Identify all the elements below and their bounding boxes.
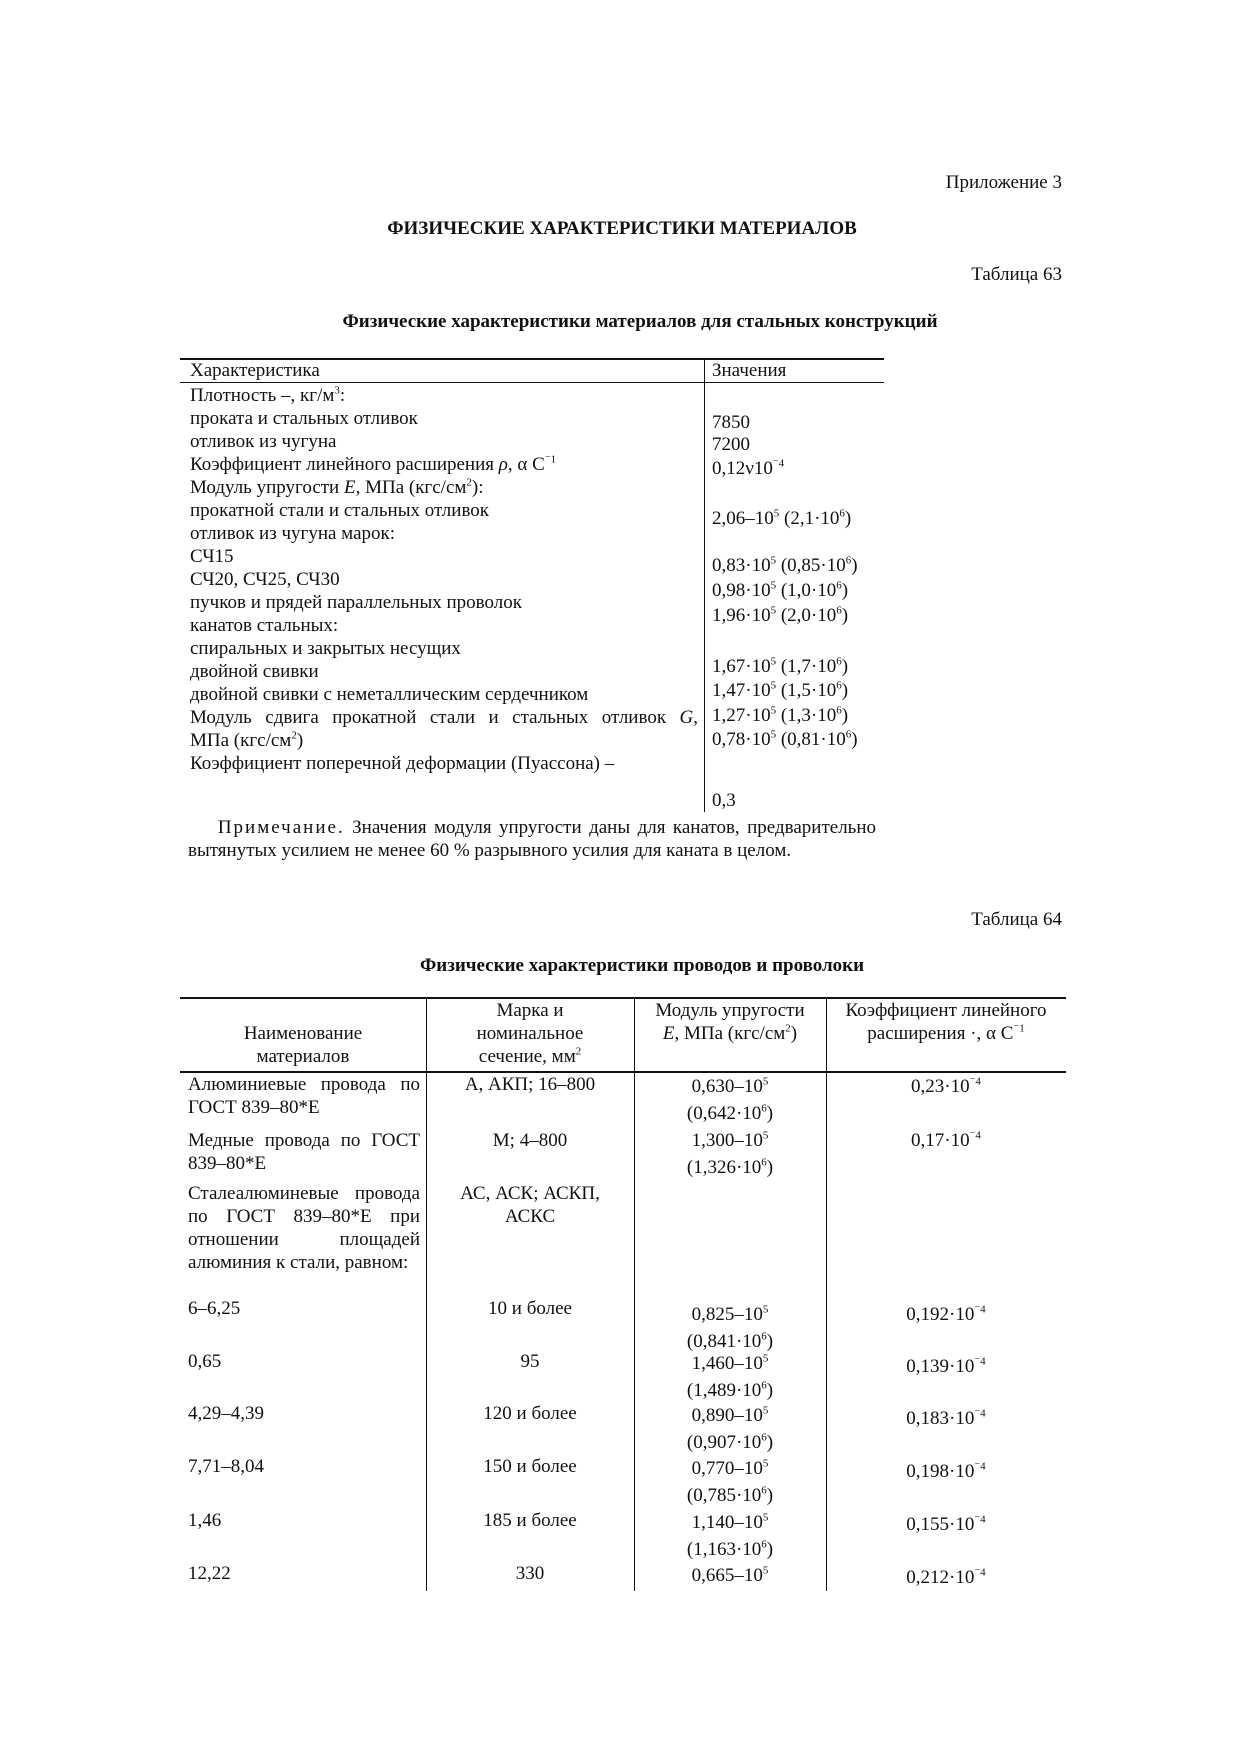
table-row-mark: АС, АСК; АСКП, АСКС bbox=[460, 1183, 600, 1227]
table-row-label: канатов стальных: bbox=[190, 615, 339, 636]
table64-header-mark: Марка и номинальное сечение, $мм^2$ bbox=[476, 1000, 584, 1067]
table-row-mark: 120 и более bbox=[483, 1403, 577, 1424]
table-row-label: проката и стальных отливок bbox=[190, 408, 418, 429]
table-row-label: СЧ20, СЧ25, СЧ30 bbox=[190, 569, 340, 590]
table-row-modulus: $0,890-10^5$ $(0,907\cdot 10^6)$ bbox=[686, 1404, 774, 1453]
table-row-modulus: $0,665-10^5$ bbox=[691, 1564, 769, 1586]
table-row-label: Модуль упругости E, МПа $(кгс/см^2)$: bbox=[190, 476, 484, 498]
table-row-coef: $0,23\cdot 10^{^-4}$ bbox=[911, 1075, 981, 1097]
table-row-coef: $0,198\cdot 10^{^-4}$ bbox=[906, 1460, 986, 1482]
table-row-label: Плотность –, $кг/м^3$: bbox=[190, 384, 346, 406]
table-row-value: $0,78\cdot 10^5$ $(0,81\cdot 10^6)$ bbox=[712, 728, 858, 750]
table-row-mark: А, АКП; 16–800 bbox=[464, 1074, 596, 1095]
table64-number: Таблица 64 bbox=[971, 909, 1062, 930]
table-row-label: прокатной стали и стальных отливок bbox=[190, 500, 490, 521]
table-row-label: пучков и прядей параллельных проволок bbox=[190, 592, 522, 613]
table-row-name: Сталеалюминевые провода по ГОСТ 839–80*Е при отношении площадей алюминия к стали, равном: bbox=[188, 1183, 420, 1273]
table-row-coef: $0,139\cdot 10^{^-4}$ bbox=[906, 1355, 986, 1377]
table-row-value: 7850 bbox=[712, 412, 750, 433]
table-row-label: двойной свивки bbox=[190, 661, 319, 682]
table-row-name: 4,29–4,39 bbox=[188, 1403, 264, 1424]
table-row-value: $1,27\cdot 10^5$ $(1,3\cdot 10^6)$ bbox=[712, 704, 849, 726]
table-row-name: 7,71–8,04 bbox=[188, 1456, 264, 1477]
table63-number: Таблица 63 bbox=[971, 264, 1062, 285]
table-row-label: МПа $(кгс/см^2)$ bbox=[190, 729, 304, 751]
table-row-value: 0,3 bbox=[712, 790, 736, 811]
note-label: Примечание. bbox=[217, 817, 345, 838]
table-row-value: $2,06-10^5$ $(2,1\cdot 10^6)$ bbox=[712, 507, 852, 529]
table63-header-characteristic: Характеристика bbox=[190, 360, 320, 381]
table-row-mark: 185 и более bbox=[483, 1510, 577, 1531]
main-title: ФИЗИЧЕСКИЕ ХАРАКТЕРИСТИКИ МАТЕРИАЛОВ bbox=[387, 218, 857, 239]
table-row-coef: $0,192\cdot 10^{^-4}$ bbox=[906, 1303, 986, 1325]
table-row-modulus: $0,630-10^5$ $(0,642\cdot 10^6)$ bbox=[686, 1075, 774, 1124]
table-row-modulus: $0,770-10^5$ $(0,785\cdot 10^6)$ bbox=[686, 1457, 774, 1506]
table63-caption: Физические характеристики материалов для стальных конструкций bbox=[342, 311, 938, 332]
table-row-label: Модуль сдвига прокатной стали и стальных отливок G, bbox=[190, 707, 698, 728]
table-row-name: 6–6,25 bbox=[188, 1298, 241, 1319]
table-row-value: 7200 bbox=[712, 434, 750, 455]
table-row-mark: 10 и более bbox=[488, 1298, 572, 1319]
table-row-modulus: $1,460-10^5$ $(1,489\cdot 10^6)$ bbox=[686, 1352, 774, 1401]
table63-header-values: Значения bbox=[712, 360, 787, 381]
table-row-value: $0,83\cdot 10^5$ $(0,85\cdot 10^6)$ bbox=[712, 554, 858, 576]
table64-header-name: Наименование материалов bbox=[243, 1023, 363, 1067]
table-header-rule bbox=[180, 382, 884, 383]
table-row-mark: 95 bbox=[520, 1351, 540, 1372]
table-row-label: Коэффициент линейного расширения ρ, α $С^{^-1}$ bbox=[190, 453, 557, 475]
table-row-coef: $0,212\cdot 10^{^-4}$ bbox=[906, 1566, 986, 1588]
table-row-value: $1,67\cdot 10^5$ $(1,7\cdot 10^6)$ bbox=[712, 655, 849, 677]
table-column-rule bbox=[704, 358, 705, 812]
table-row-name: Медные провода по ГОСТ 839–80*Е bbox=[188, 1130, 420, 1174]
table-row-modulus: $0,825-10^5$ $(0,841\cdot 10^6)$ bbox=[686, 1303, 774, 1352]
table-row-value: $1,47\cdot 10^5$ $(1,5\cdot 10^6)$ bbox=[712, 679, 849, 701]
table-row-label: двойной свивки с неметаллическим сердечником bbox=[190, 684, 589, 705]
table-row-coef: $0,17\cdot 10^{^-4}$ bbox=[911, 1129, 981, 1151]
table-row-name: 1,46 bbox=[188, 1510, 222, 1531]
table64-header-coef: Коэффициент линейного расширения ·, α $С^{^-1}$ bbox=[845, 1000, 1047, 1044]
table-row-coef: $0,183\cdot 10^{^-4}$ bbox=[906, 1407, 986, 1429]
table-row-label: Коэффициент поперечной деформации (Пуассона) – bbox=[190, 753, 615, 774]
table-row-label: отливок из чугуна bbox=[190, 431, 337, 452]
table-row-value: $0,12\nu 10^{^-4}$ bbox=[712, 457, 785, 479]
table-row-name: 12,22 bbox=[188, 1563, 231, 1584]
table63-note bbox=[188, 816, 876, 862]
table-row-label: отливок из чугуна марок: bbox=[190, 523, 396, 544]
table-row-modulus: $1,300-10^5$ $(1,326\cdot 10^6)$ bbox=[686, 1129, 774, 1178]
table-row-modulus: $1,140-10^5$ $(1,163\cdot 10^6)$ bbox=[686, 1511, 774, 1560]
table64-header-modulus: Модуль упругости E, МПа $(кгс/см^2)$ bbox=[655, 1000, 805, 1044]
table-row-value: $0,98\cdot 10^5$ $(1,0\cdot 10^6)$ bbox=[712, 579, 849, 601]
appendix-label: Приложение 3 bbox=[945, 172, 1062, 193]
table-row-name: Алюминиевые провода по ГОСТ 839–80*Е bbox=[188, 1074, 420, 1118]
table-row-label: СЧ15 bbox=[190, 546, 234, 567]
note-text: Значения модуля упругости даны для канатов, предварительно вытянутых усилием не менее 60 % разрывного усилия для каната в целом. bbox=[188, 817, 877, 861]
table-63 bbox=[180, 358, 884, 818]
table-64 bbox=[180, 997, 1066, 1591]
table-row-mark: 150 и более bbox=[483, 1456, 577, 1477]
table-row-mark: 330 bbox=[515, 1563, 545, 1584]
table-row-name: 0,65 bbox=[188, 1351, 222, 1372]
table-row-label: спиральных и закрытых несущих bbox=[190, 638, 461, 659]
table-row-coef: $0,155\cdot 10^{^-4}$ bbox=[906, 1513, 986, 1535]
table64-caption: Физические характеристики проводов и проволоки bbox=[419, 955, 865, 976]
table-row-value: $1,96\cdot 10^5$ $(2,0\cdot 10^6)$ bbox=[712, 604, 849, 626]
table-row-mark: М; 4–800 bbox=[492, 1130, 568, 1151]
